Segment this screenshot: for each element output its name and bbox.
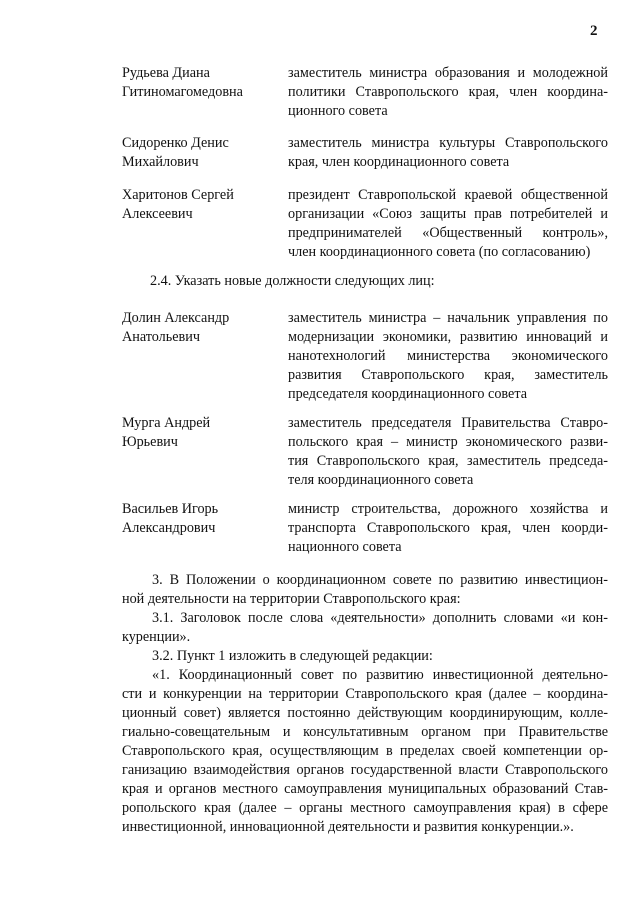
member-name-line: Михайлович [122, 154, 199, 170]
quote-line: ционный совет) является постоянно действующим координирующим, колле- [122, 705, 608, 721]
quote-line: инвестиционной, инновационной деятельности и развития конкуренции.». [122, 819, 574, 835]
member-name-line: Александрович [122, 520, 216, 536]
section-3-line: 3. В Положении о координационном совете по развитию инвестицион- [152, 572, 608, 588]
section-3-2-line: 3.2. Пункт 1 изложить в следующей редакции: [152, 648, 433, 664]
member-role [288, 64, 608, 121]
quote-line: Ставропольского края, осуществляющим в пределах своей компетенции ор- [122, 743, 608, 759]
member-role-line: модернизации экономики, развитию инноваций и [288, 329, 608, 345]
member-name [122, 414, 282, 452]
quote-line: ропольского края (далее – органы местного самоуправления края) в сфере [122, 800, 608, 816]
member-role-line: предпринимателей «Общественный контроль», [288, 225, 608, 241]
member-role-line: края, член координационного совета [288, 154, 510, 170]
member-role-line: политики Ставропольского края, член координа- [288, 84, 608, 100]
member-name [122, 500, 282, 538]
member-name-line: Анатольевич [122, 329, 200, 345]
member-name [122, 64, 282, 102]
member-name-line: Рудьева Диана [122, 65, 210, 81]
member-name-line: Мурга Андрей [122, 415, 211, 431]
member-name-line: Долин Александр [122, 310, 230, 326]
member-role-line: председателя координационного совета [288, 386, 527, 402]
quote-line: гиально-совещательным и консультативным органом при Правительстве [122, 724, 608, 740]
member-role-line: член координационного совета (по согласованию) [288, 244, 591, 260]
section-3-1 [122, 609, 608, 647]
member-role-line: министр строительства, дорожного хозяйства и [288, 501, 608, 517]
member-role-line: президент Ставропольской краевой общественной [288, 187, 608, 203]
member-role-line: заместитель министра – начальник управления по [288, 310, 608, 326]
member-role-line: ционного совета [288, 103, 388, 119]
member-role-line: заместитель министра культуры Ставропольского [288, 135, 608, 151]
member-role-line: национного совета [288, 539, 402, 555]
quote-line: сти и конкуренции на территории Ставропольского края (далее – координа- [122, 686, 608, 702]
member-name-line: Васильев Игорь [122, 501, 219, 517]
section-3-line: ной деятельности на территории Ставропольского края: [122, 591, 461, 607]
quote-line: края и органов местного самоуправления муниципальных образований Став- [122, 781, 608, 797]
member-role [288, 500, 608, 557]
member-role-line: теля координационного совета [288, 472, 474, 488]
member-role [288, 414, 608, 490]
member-role-line: транспорта Ставропольского края, член коорди- [288, 520, 608, 536]
member-name-line: Харитонов Сергей [122, 187, 234, 203]
section-2-4-text: 2.4. Указать новые должности следующих лиц: [150, 273, 435, 289]
member-name-line: Юрьевич [122, 434, 178, 450]
section-3-2 [122, 647, 608, 666]
member-role-line: нанотехнологий министерства экономического [288, 348, 608, 364]
page-number: 2 [590, 23, 598, 39]
member-role [288, 186, 608, 262]
member-name [122, 134, 282, 172]
member-role-line: тия Ставропольского края, заместитель председа- [288, 453, 608, 469]
member-role [288, 309, 608, 404]
member-name [122, 186, 282, 224]
quote-line: «1. Координационный совет по развитию инвестиционной деятельно- [152, 667, 608, 683]
member-role-line: организации «Союз защиты прав потребителей и [288, 206, 608, 222]
member-role-line: заместитель председателя Правительства Ставро- [288, 415, 608, 431]
member-name-line: Алексеевич [122, 206, 193, 222]
section-2-4 [150, 272, 610, 291]
member-role-line: заместитель министра образования и молодежной [288, 65, 608, 81]
section-3-1-line: куренции». [122, 629, 191, 645]
member-role-line: развития Ставропольского края, заместитель [288, 367, 608, 383]
section-3 [122, 571, 608, 609]
member-name-line: Сидоренко Денис [122, 135, 229, 151]
member-name-line: Гитиномагомедовна [122, 84, 243, 100]
quote-line: ганизацию взаимодействия органов государственной власти Ставропольского [122, 762, 608, 778]
section-3-1-line: 3.1. Заголовок после слова «деятельности» дополнить словами «и кон- [152, 610, 608, 626]
member-role [288, 134, 608, 172]
quote-paragraph [122, 666, 608, 837]
member-name [122, 309, 282, 347]
member-role-line: польского края – министр экономического разви- [288, 434, 608, 450]
